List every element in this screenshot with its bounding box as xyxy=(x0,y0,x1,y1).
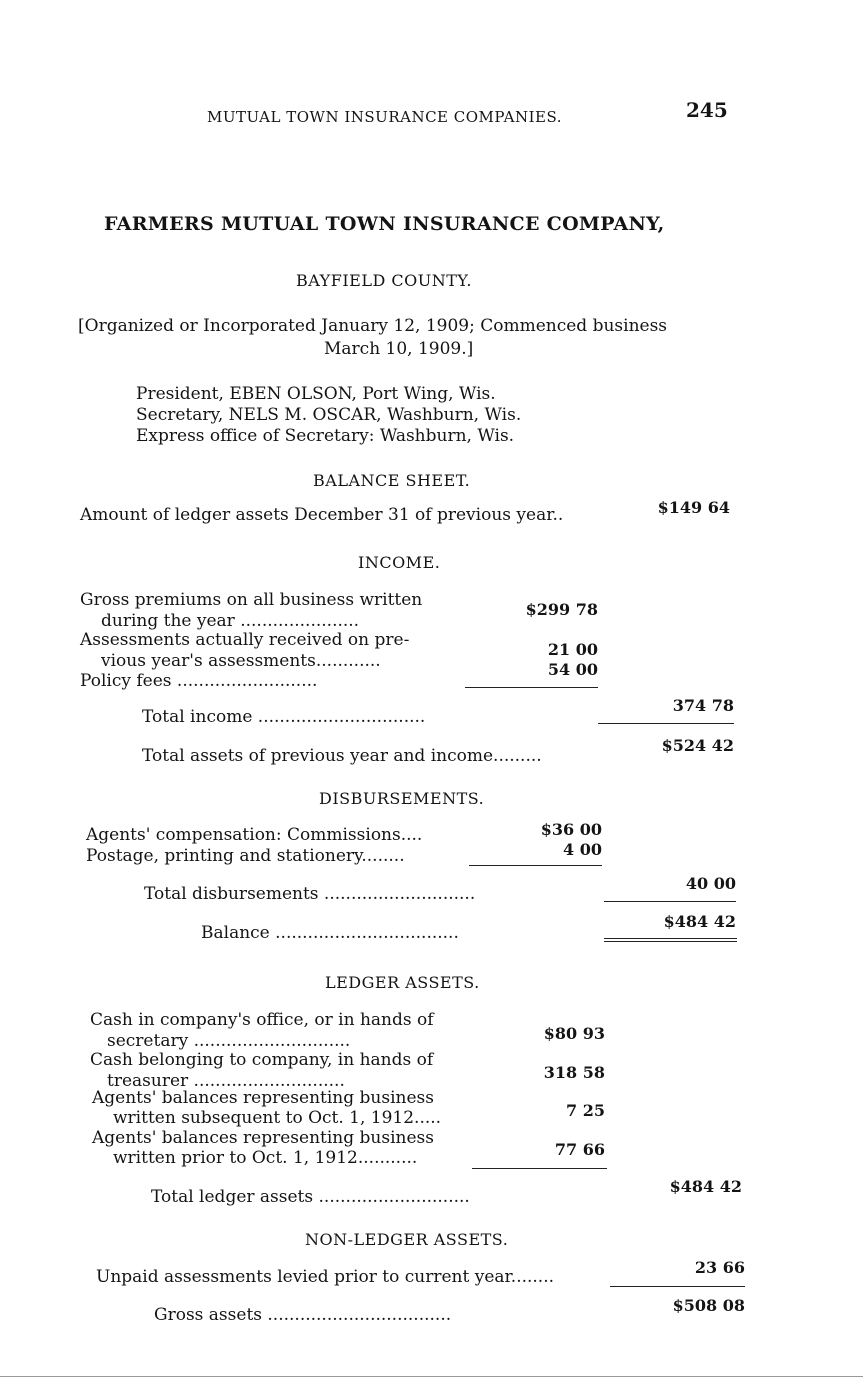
unpaid-assessments-label: Unpaid assessments levied prior to current year........ xyxy=(96,1267,555,1287)
ledger-asset-amount: 318 58 xyxy=(543,1063,605,1082)
ledger-assets-heading: LEDGER ASSETS. xyxy=(325,973,480,992)
ledger-asset-label: Agents' balances representing business xyxy=(92,1088,434,1108)
balance-sheet-heading: BALANCE SHEET. xyxy=(313,471,471,490)
total-ledger-assets-amount: $484 42 xyxy=(669,1177,742,1196)
disbursements-total-rule xyxy=(604,901,736,902)
disbursement-item-amount: 4 00 xyxy=(563,840,602,859)
balance-double-rule xyxy=(604,938,737,942)
ledger-asset-amount: $80 93 xyxy=(543,1024,605,1043)
ledger-asset-label-cont: written prior to Oct. 1, 1912........... xyxy=(113,1148,418,1168)
total-ledger-assets-label: Total ledger assets ............................ xyxy=(151,1187,470,1207)
disbursement-item-label: Agents' compensation: Commissions.... xyxy=(86,825,423,845)
ledger-asset-label-cont: secretary ............................. xyxy=(107,1031,351,1051)
income-item-label-cont: vious year's assessments............ xyxy=(101,651,381,671)
ledger-asset-label: Agents' balances representing business xyxy=(92,1128,434,1148)
officer-express-office: Express office of Secretary: Washburn, Wis. xyxy=(136,426,515,446)
ledger-assets-prev-amount: $149 64 xyxy=(657,498,730,517)
income-subtotal-rule xyxy=(465,687,598,688)
income-item-amount: 54 00 xyxy=(547,660,598,679)
ledger-asset-amount: 7 25 xyxy=(566,1101,605,1120)
income-item-amount: 21 00 xyxy=(547,640,598,659)
income-item-label: Policy fees .......................... xyxy=(80,671,318,691)
disbursements-heading: DISBURSEMENTS. xyxy=(319,789,485,808)
running-title: MUTUAL TOWN INSURANCE COMPANIES. xyxy=(207,108,562,126)
total-assets-prev-income-label: Total assets of previous year and income......... xyxy=(142,746,542,766)
income-total-rule xyxy=(598,723,734,724)
officer-secretary: Secretary, NELS M. OSCAR, Washburn, Wis. xyxy=(136,405,522,425)
total-income-amount: 374 78 xyxy=(672,696,734,715)
gross-assets-amount: $508 08 xyxy=(672,1296,745,1315)
total-assets-prev-income-amount: $524 42 xyxy=(661,736,734,755)
ledger-asset-label: Cash belonging to company, in hands of xyxy=(90,1050,434,1070)
income-item-amount: $299 78 xyxy=(525,600,598,619)
ledger-assets-prev-label: Amount of ledger assets December 31 of previous year.. xyxy=(80,505,564,525)
company-name: FARMERS MUTUAL TOWN INSURANCE COMPANY, xyxy=(104,213,665,235)
balance-label: Balance .................................. xyxy=(201,923,459,943)
disbursement-subtotal-rule xyxy=(469,865,602,866)
unpaid-assessments-amount: 23 66 xyxy=(694,1258,745,1277)
unpaid-total-rule xyxy=(610,1286,745,1287)
total-income-label: Total income ............................... xyxy=(142,707,426,727)
ledger-subtotal-rule xyxy=(472,1168,607,1169)
disbursement-item-label: Postage, printing and stationery........ xyxy=(86,846,405,866)
income-heading: INCOME. xyxy=(358,553,441,572)
ledger-asset-label-cont: treasurer ............................ xyxy=(107,1071,345,1091)
ledger-asset-label-cont: written subsequent to Oct. 1, 1912..... xyxy=(113,1108,442,1128)
page-number: 245 xyxy=(686,98,728,122)
non-ledger-assets-heading: NON-LEDGER ASSETS. xyxy=(305,1230,509,1249)
ledger-asset-amount: 77 66 xyxy=(554,1140,605,1159)
ledger-asset-label: Cash in company's office, or in hands of xyxy=(90,1010,434,1030)
organized-line-1: [Organized or Incorporated January 12, 1909; Commenced business xyxy=(78,316,668,336)
income-item-label-cont: during the year ...................... xyxy=(101,611,360,631)
county-name: BAYFIELD COUNTY. xyxy=(296,271,472,290)
page-bottom-edge xyxy=(0,1376,863,1377)
disbursement-item-amount: $36 00 xyxy=(540,820,602,839)
income-item-label: Assessments actually received on pre- xyxy=(80,630,410,650)
total-disbursements-label: Total disbursements ............................ xyxy=(144,884,476,904)
income-item-label: Gross premiums on all business written xyxy=(80,590,423,610)
officer-president: President, EBEN OLSON, Port Wing, Wis. xyxy=(136,384,496,404)
total-disbursements-amount: 40 00 xyxy=(685,874,736,893)
gross-assets-label: Gross assets .................................. xyxy=(154,1305,452,1325)
balance-amount: $484 42 xyxy=(663,912,736,931)
organized-line-2: March 10, 1909.] xyxy=(324,339,474,359)
